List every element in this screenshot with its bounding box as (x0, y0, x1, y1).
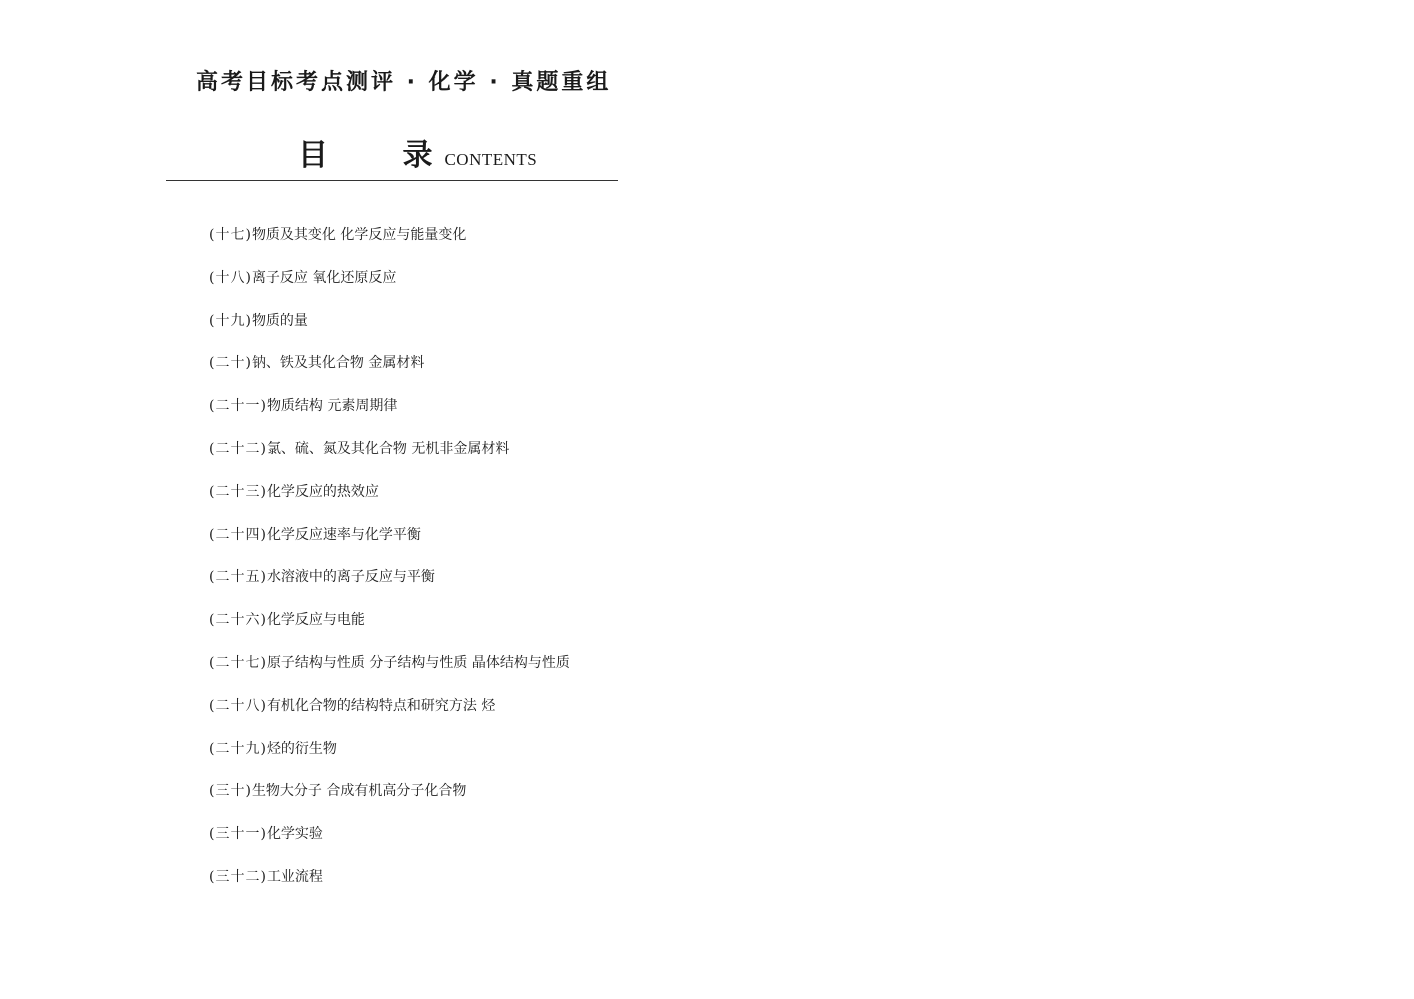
toc-item-number: (二十九) (209, 740, 267, 757)
toc-item[interactable] (209, 609, 570, 652)
toc-item-number: (二十) (209, 355, 252, 372)
toc-item-title: 有机化合物的结构特点和研究方法 烃 (266, 697, 496, 714)
toc-item[interactable] (209, 780, 570, 823)
contents-heading (298, 135, 537, 177)
toc-item-title: 氯、硫、氮及其化合物 无机非金属材料 (266, 440, 510, 457)
toc-item[interactable] (209, 481, 570, 524)
toc-item[interactable] (209, 695, 570, 738)
toc-item[interactable] (209, 224, 570, 267)
toc-item-number: (三十) (209, 783, 252, 800)
toc-item[interactable] (209, 823, 570, 866)
toc-item-number: (二十八) (209, 697, 267, 714)
contents-heading-en: CONTENTS (444, 150, 538, 169)
toc-item-title: 钠、铁及其化合物 金属材料 (251, 355, 425, 372)
toc-item-number: (十七) (209, 227, 252, 243)
toc-item-number: (二十七) (209, 654, 267, 671)
toc-item[interactable] (209, 524, 570, 567)
toc-item[interactable] (209, 395, 570, 438)
toc-item-number: (三十一) (209, 826, 267, 843)
toc-item-number: (二十二) (209, 440, 267, 457)
toc-item-title: 物质的量 (251, 312, 308, 329)
table-of-contents (209, 224, 570, 909)
toc-item-number: (二十一) (209, 398, 267, 415)
toc-item-title: 化学反应与电能 (266, 612, 365, 629)
toc-item-number: (二十六) (209, 612, 267, 629)
toc-item-title: 物质结构 元素周期律 (266, 398, 398, 415)
toc-item-title: 生物大分子 合成有机高分子化合物 (251, 783, 467, 800)
toc-item-title: 化学反应速率与化学平衡 (266, 526, 421, 543)
contents-heading-cn: 目 录 (298, 138, 465, 173)
toc-item-number: (二十五) (209, 569, 267, 586)
heading-divider (166, 180, 618, 181)
toc-item-title: 水溶液中的离子反应与平衡 (266, 569, 435, 586)
toc-item[interactable] (209, 267, 570, 310)
toc-item[interactable] (209, 352, 570, 395)
toc-item[interactable] (209, 652, 570, 695)
toc-item-title: 原子结构与性质 分子结构与性质 晶体结构与性质 (266, 654, 570, 671)
toc-item-title: 物质及其变化 化学反应与能量变化 (251, 227, 467, 243)
page-header-title: 高考目标考点测评 · 化学 · 真题重组 (196, 70, 612, 95)
toc-item-number: (二十三) (209, 483, 267, 500)
toc-item[interactable] (209, 866, 570, 909)
toc-item[interactable] (209, 566, 570, 609)
toc-item-title: 离子反应 氧化还原反应 (251, 269, 397, 286)
toc-item[interactable] (209, 310, 570, 353)
toc-item-title: 工业流程 (266, 868, 323, 885)
toc-item[interactable] (209, 438, 570, 481)
toc-item[interactable] (209, 738, 570, 781)
toc-item-title: 化学实验 (266, 826, 323, 843)
toc-item-title: 化学反应的热效应 (266, 483, 379, 500)
toc-item-number: (十八) (209, 269, 252, 286)
toc-item-title: 烃的衍生物 (266, 740, 337, 757)
toc-item-number: (二十四) (209, 526, 267, 543)
toc-item-number: (十九) (209, 312, 252, 329)
toc-item-number: (三十二) (209, 868, 267, 885)
